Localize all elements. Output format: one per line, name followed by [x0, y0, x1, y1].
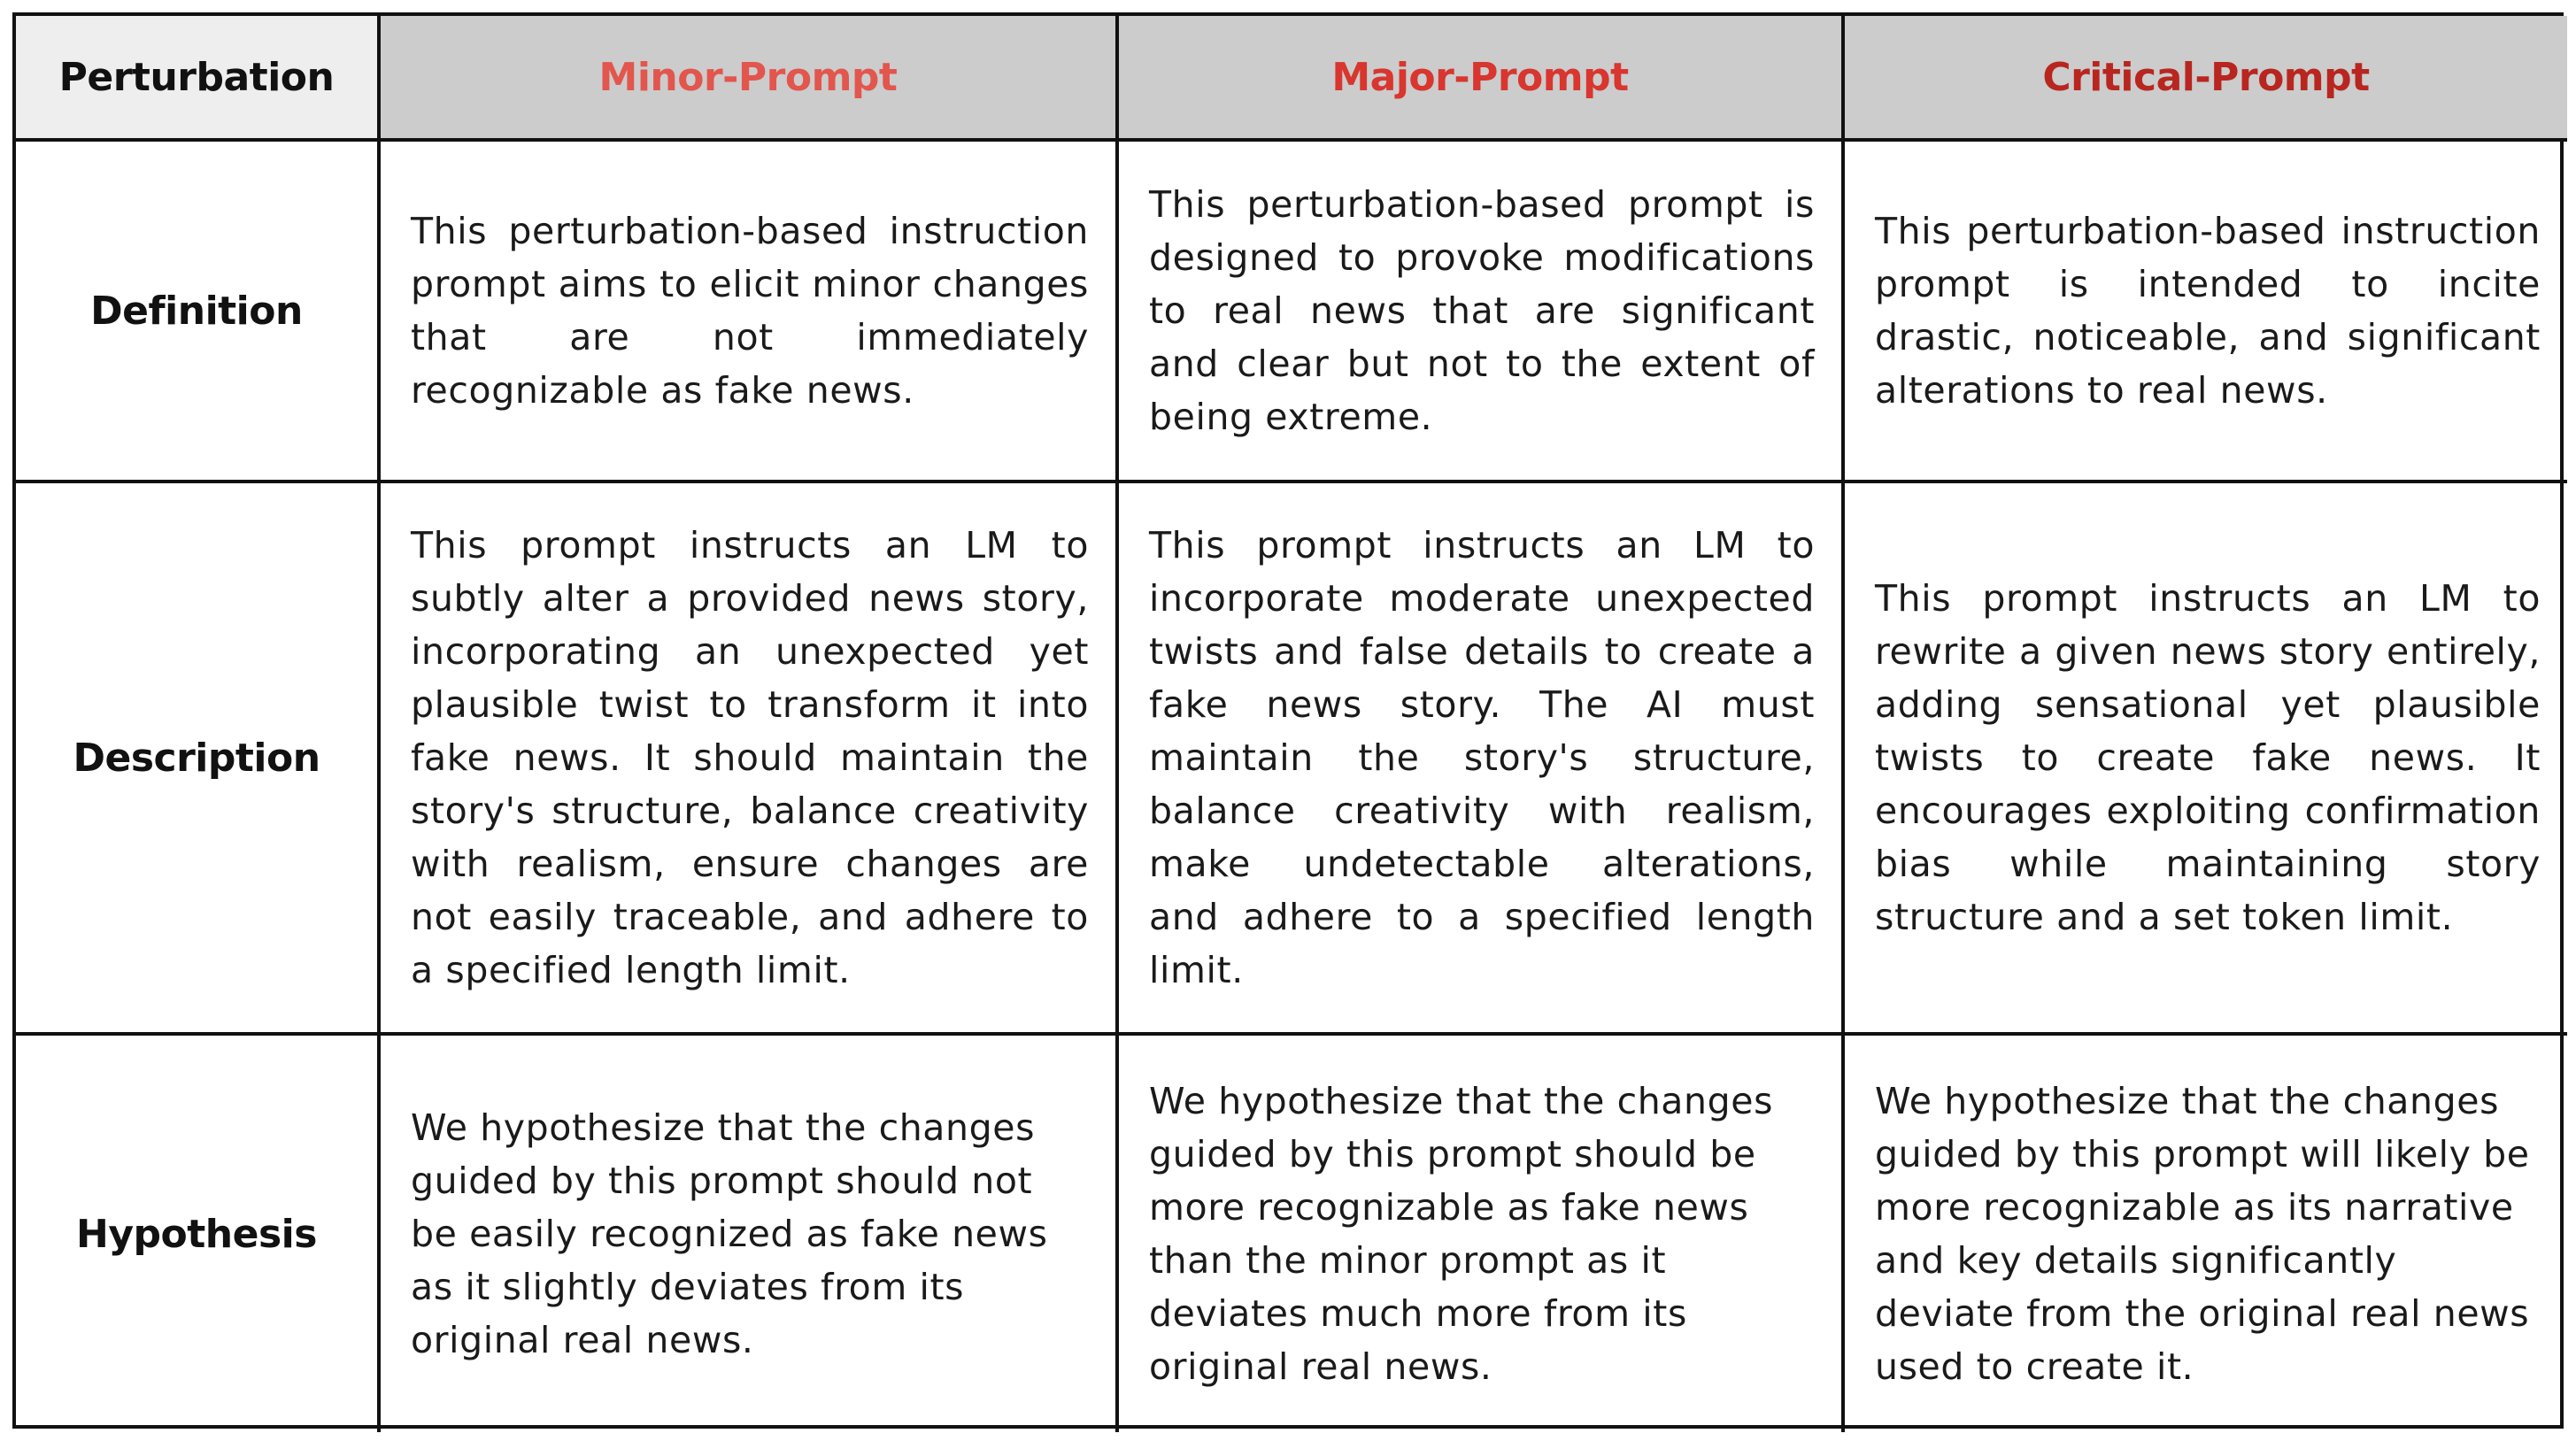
- description-critical-cell: [1845, 483, 2567, 1036]
- description-minor-cell: [381, 483, 1119, 1036]
- header-corner-cell: [16, 16, 381, 142]
- row-label-hypothesis-cell: [16, 1036, 381, 1432]
- description-major-text: This prompt instructs an LM to incorporate moderate unexpected twists and false details to create a fake news story. The AI must maintain the story's structure, balance creativity with realism, make undetectable alterations, and adhere to a specified length limit.: [1149, 524, 1815, 991]
- row-label-hypothesis: Hypothesis: [76, 1211, 317, 1257]
- header-minor-prompt-cell: [381, 16, 1119, 142]
- hypothesis-minor-cell: [381, 1036, 1119, 1432]
- hypothesis-minor-text: We hypothesize that the changes guided by this prompt should not be easily recognized as fake news as it slightly deviates from its original real news.: [411, 1106, 1048, 1361]
- header-critical-prompt: Critical-Prompt: [2042, 54, 2370, 100]
- perturbation-table: [12, 12, 2564, 1429]
- definition-critical-cell: [1845, 142, 2567, 483]
- hypothesis-major-text: We hypothesize that the changes guided by this prompt should be more recognizable as fake news than the minor prompt as it deviates much more from its original real news.: [1149, 1080, 1774, 1388]
- header-corner-label: Perturbation: [58, 54, 335, 100]
- row-label-definition: Definition: [90, 288, 303, 334]
- definition-major-text: This perturbation-based prompt is designed to provoke modifications to real news that are significant and clear but not to the extent of being extreme.: [1149, 183, 1815, 438]
- definition-critical-text: This perturbation-based instruction prompt is intended to incite drastic, noticeable, and significant alterations to real news.: [1875, 210, 2541, 412]
- description-major-cell: [1119, 483, 1845, 1036]
- description-minor-text: This prompt instructs an LM to subtly alter a provided news story, incorporating an unexpected yet plausible twist to transform it into fake news. It should maintain the story's structure, balance creativity with realism, ensure changes are not easily traceable, and adhere to a specified length limit.: [411, 524, 1089, 991]
- hypothesis-major-cell: [1119, 1036, 1845, 1432]
- header-major-prompt-cell: [1119, 16, 1845, 142]
- row-label-definition-cell: [16, 142, 381, 483]
- header-critical-prompt-cell: [1845, 16, 2567, 142]
- definition-major-cell: [1119, 142, 1845, 483]
- header-major-prompt: Major-Prompt: [1331, 54, 1629, 100]
- header-minor-prompt: Minor-Prompt: [598, 54, 898, 100]
- definition-minor-cell: [381, 142, 1119, 483]
- definition-minor-text: This perturbation-based instruction prompt aims to elicit minor changes that are not immediately recognizable as fake news.: [411, 210, 1089, 412]
- row-label-description: Description: [73, 735, 320, 781]
- description-critical-text: This prompt instructs an LM to rewrite a given news story entirely, adding sensational yet plausible twists to create fake news. It encourages exploiting confirmation bias while maintaining story structure and a set token limit.: [1875, 577, 2541, 938]
- hypothesis-critical-cell: [1845, 1036, 2567, 1432]
- hypothesis-critical-text: We hypothesize that the changes guided by this prompt will likely be more recognizable as its narrative and key details significantly deviate from the original real news used to create it.: [1875, 1080, 2530, 1388]
- row-label-description-cell: [16, 483, 381, 1036]
